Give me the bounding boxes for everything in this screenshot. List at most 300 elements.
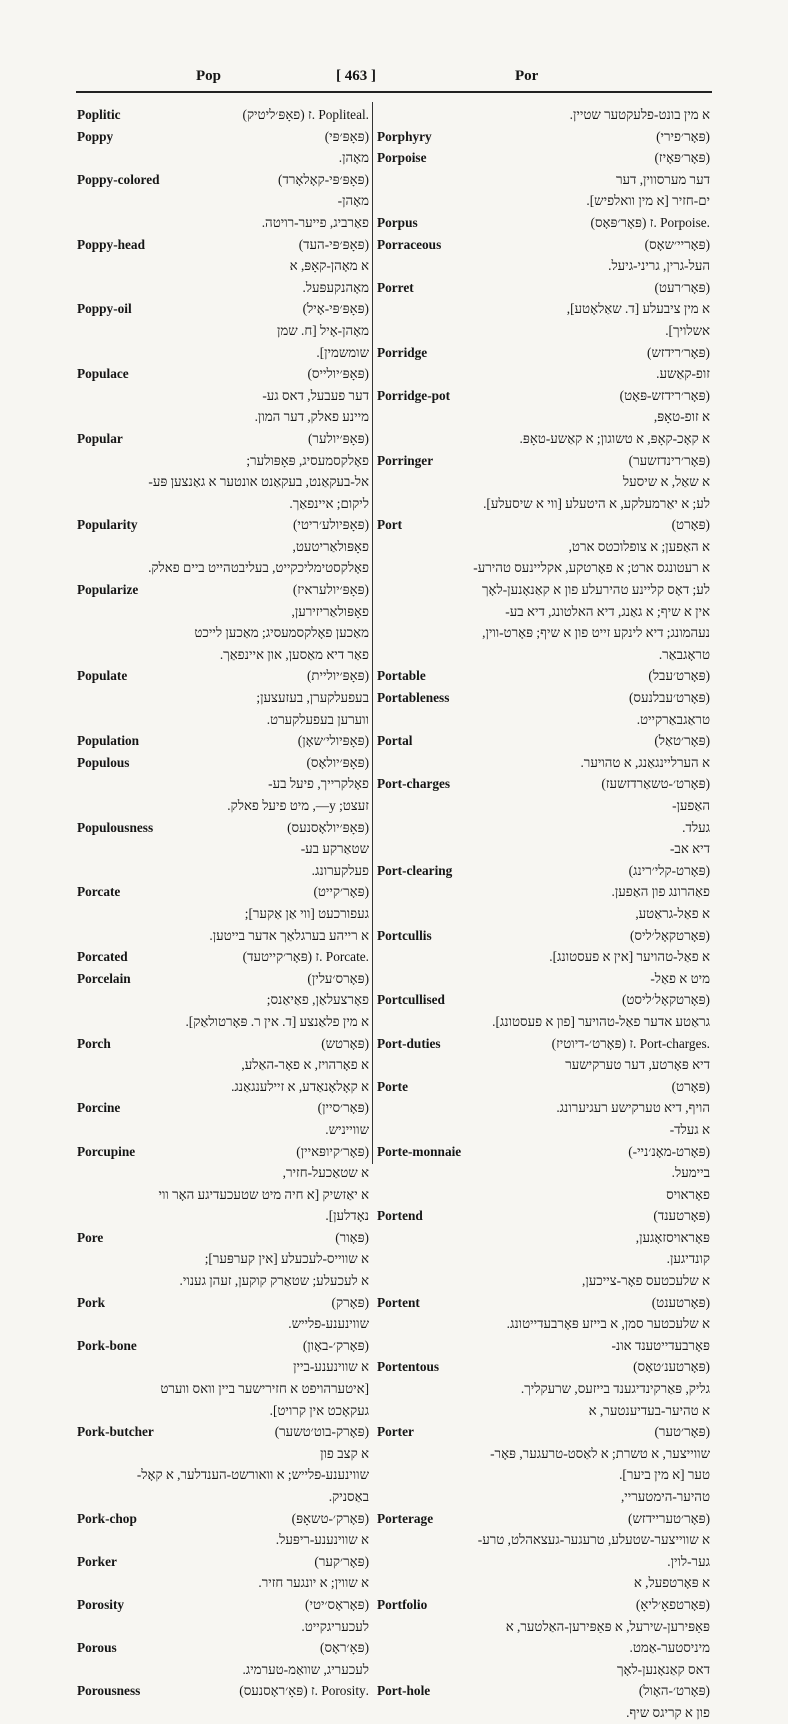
dictionary-entry [77, 1421, 369, 1507]
entry-definition-line: א שווין; א יונגער חזיר. [258, 1575, 369, 1591]
entry-headword: Poplitic [77, 107, 121, 122]
entry-first-line [77, 730, 369, 752]
entry-pronunciation: (פּאָפּ׳יולאָסנעס) [287, 819, 369, 835]
entry-definition-line: בעפעלקערן, בעזעצען; [256, 690, 369, 706]
entry-first-line [77, 1292, 369, 1314]
entry-definition-line: שומשמין]. [316, 344, 369, 360]
entry-first-line [377, 342, 710, 364]
dictionary-entry [77, 1097, 369, 1140]
entry-headword: Pore [77, 1229, 104, 1245]
dictionary-entry [377, 1659, 710, 1724]
entry-definition-line: נאָדלען]. [325, 1208, 369, 1224]
dictionary-entry [377, 773, 710, 838]
entry-first-line [77, 428, 369, 450]
entry-preceding-text: א פאַל-גראַטע, [635, 905, 710, 921]
dictionary-entry [377, 1486, 710, 1572]
entry-headword: Population [77, 733, 140, 749]
dictionary-entry [377, 1119, 710, 1184]
entry-definition-line: מיינע פאלק, דער המון. [254, 409, 369, 425]
dictionary-entry [377, 1033, 710, 1055]
entry-definition-line: זופ-קאַשע. [656, 366, 710, 382]
entry-headword: Porringer [377, 452, 434, 468]
entry-headword: Port-hole [377, 1683, 431, 1699]
entry-headword: Porter [377, 1424, 414, 1440]
dictionary-entry [377, 1184, 710, 1270]
entry-definition-line: א שווייצער-שטעלע, טרעגער-געצאהלט, טרע- [477, 1532, 710, 1548]
dictionary-entry [377, 687, 710, 730]
entry-definition-line: גראַטע אדער פאַל-טהויער [פון א פעסטונג]. [492, 1013, 710, 1029]
entry-pronunciation: (פּאָור) [335, 1229, 369, 1245]
dictionary-entry [77, 1033, 369, 1098]
entry-definition-line: מיניסטער-אַמט. [629, 1640, 710, 1656]
entry-definition-line: מאָהן. [338, 150, 369, 166]
entry-headword: Poppy-oil [77, 301, 132, 317]
entry-definition-line: מאַכען פאָלקסמעסיג; מאַכען לייכט [194, 625, 369, 641]
entry-preceding-text: טהיער-הימטעריי, [620, 1489, 710, 1504]
entry-headword: Portal [377, 733, 413, 749]
entry-definition-line: טראַגבאַרקייט. [636, 711, 710, 727]
entry-definition-line: אל-בעקאַנט, בעקאַנט אונטער א גאַנצען פּע- [148, 474, 369, 490]
entry-definition-line: לעכעריג, שוואַמ-טערמיג. [242, 1661, 369, 1677]
entry-pronunciation: (פּאָר׳רידזש-פּאָט) [619, 387, 710, 403]
entry-first-line [377, 514, 710, 536]
entry-definition-line: פאַהרונג פון האַפען. [611, 884, 710, 900]
entry-pronunciation: (פּאָרטפאָ׳ליאָ) [635, 1596, 710, 1612]
entry-first-line [377, 1141, 710, 1163]
entry-pronunciation: (פּאָרק׳-טשאָפּ) [291, 1510, 369, 1526]
entry-pronunciation: (פּאָפּ׳פּי) [324, 128, 369, 144]
entry-headword: Porterage [377, 1510, 434, 1526]
entry-first-line [377, 1421, 710, 1443]
entry-headword: Poppy [77, 128, 114, 144]
dictionary-entry [377, 1270, 710, 1335]
entry-definition-line: מאָהן- [337, 193, 369, 209]
entry-definition-line: [איטערהויפט א חזירישער ביין וואס ווערט [160, 1381, 369, 1397]
entry-definition-line: לעכעריגקייט. [301, 1618, 369, 1634]
dictionary-entry [377, 385, 710, 450]
entry-pronunciation: (פּאָר׳קיופּאיין) [296, 1143, 369, 1159]
entry-definition-line: געפורכעט [ווי אַן אַקער]; [244, 905, 369, 921]
entry-headword: Port-duties [377, 1035, 441, 1051]
entry-definition-line: שטאַרקע בע- [300, 841, 369, 857]
entry-pronunciation: (פּאָר׳רידזש) [647, 344, 710, 360]
entry-pronunciation: (פּאָרק׳-באָון) [302, 1337, 369, 1353]
entry-headword: Populace [77, 366, 129, 382]
entry-headword: Portableness [377, 690, 450, 706]
entry-first-line [377, 450, 710, 472]
entry-pronunciation: (פּאָרט) [671, 517, 710, 533]
dictionary-entry [77, 514, 369, 579]
entry-first-line [77, 1680, 369, 1702]
entry-first-line [77, 946, 369, 968]
entry-definition-line: פאָלקרייך, פיעל בע- [268, 776, 369, 792]
entry-pronunciation: (פּאָרק) [331, 1294, 369, 1310]
entry-first-line [377, 730, 710, 752]
entry-first-line [377, 277, 710, 299]
dictionary-entry [77, 234, 369, 299]
entry-definition-line: פאָפּולאַריזירען, [291, 603, 369, 619]
entry-headword: Pork-bone [77, 1337, 137, 1353]
entry-headword: Portentous [377, 1359, 440, 1375]
entry-pronunciation: (פּאָרס׳עלין) [307, 970, 369, 986]
dictionary-entry [377, 968, 710, 1033]
entry-first-line [77, 665, 369, 687]
entry-pronunciation: (פּאָרט׳-האָול) [638, 1683, 710, 1699]
entry-pronunciation: (פּאָפּ׳יולער) [307, 430, 369, 446]
entry-pronunciation: (פּאָ׳ראָס) [320, 1640, 369, 1656]
entry-first-line [377, 1594, 710, 1616]
dictionary-entry [77, 968, 369, 1033]
dictionary-entry [77, 1594, 369, 1637]
entry-definition-line: דער מערסווין, דער [615, 171, 710, 187]
entry-headword: Porte-monnaie [377, 1143, 462, 1159]
entry-definition-line: א לעכעלע; שטאַרק קוקען, זעהן גענוי. [179, 1273, 369, 1289]
entry-pronunciation: (פּאָרטענט) [651, 1294, 710, 1310]
entry-first-line [77, 514, 369, 536]
entry-first-line [377, 925, 710, 947]
entry-headword: Porridge [377, 344, 428, 360]
entry-pronunciation: .Porosity .ז (פּאָ׳ראָסנעס) [239, 1683, 369, 1699]
entry-first-line [77, 881, 369, 903]
entry-first-line [77, 1097, 369, 1119]
entry-definition-line: געקאָכט אין קרויט]. [269, 1402, 369, 1418]
entry-definition-line: אשלויך]. [665, 322, 710, 338]
dictionary-entry [77, 1637, 369, 1680]
entry-first-line [377, 989, 710, 1011]
entry-first-line [377, 665, 710, 687]
entry-definition-line: שווייניש. [325, 1121, 369, 1137]
dictionary-entry [77, 428, 369, 514]
entry-definition-line: א רייהע בערגלאַך אדער בייטען. [209, 927, 369, 943]
dictionary-entry [377, 730, 710, 773]
entry-pronunciation: (פּאָפּ׳פּי-קאָלאָרד) [278, 171, 369, 187]
entry-preceding-text: פּאָרבעדייטענד אונ- [611, 1337, 710, 1353]
entry-definition-line: גער-לוין. [667, 1553, 710, 1569]
entry-headword: Populous [77, 754, 130, 770]
entry-pronunciation: (פּאָר׳קער) [314, 1553, 369, 1569]
dictionary-entry [377, 277, 710, 342]
entry-definition-line: פאָלקסמעסיג, פּאָפּולער; [246, 452, 369, 468]
entry-headword: Pork-chop [77, 1510, 137, 1526]
dictionary-entry [377, 838, 710, 903]
entry-headword: Popularity [77, 517, 138, 533]
dictionary-entry [77, 169, 369, 234]
dictionary-entry [377, 450, 710, 515]
entry-definition-line: א יאַזשיק [א חיה מיט שטעכעדיגע האָר ווי [158, 1186, 369, 1202]
dictionary-entry [377, 234, 710, 277]
entry-pronunciation: (פּאָר׳פּאָיז) [654, 150, 710, 166]
entry-headword: Porcupine [77, 1143, 136, 1159]
entry-definition-line: פאָלקסטימליכקייט, בעליבטהייט ביים פאלק. [148, 560, 369, 576]
entry-pronunciation: (פּאָפּ׳יולאָס) [306, 754, 369, 770]
entry-first-line [77, 1033, 369, 1055]
entry-first-line [77, 1421, 369, 1443]
entry-first-line [377, 1205, 710, 1227]
entry-preceding-text: א שלעכטעס פאָר-צייכען, [582, 1273, 710, 1289]
entry-first-line [377, 1076, 710, 1098]
entry-preceding-text: א טהיער-בעדיענטער, א [588, 1402, 710, 1418]
entry-pronunciation: .Porcate .ז (פּאָר׳קייטעד) [242, 949, 369, 965]
dictionary-entry [77, 881, 369, 946]
entry-definition-line: א שטאַכעל-חזיר, [282, 1165, 369, 1181]
entry-definition-line: זעצט; y—, מיט פיעל פאלק. [227, 798, 369, 813]
dictionary-entry [77, 1227, 369, 1292]
entry-pronunciation: (פּאָר׳סיין) [317, 1100, 369, 1116]
entry-definition-line: פאַרביג, פייער-רויטה. [261, 214, 369, 230]
entry-headword: Porraceous [377, 236, 442, 252]
entry-definition-line: גליק, פּאַרקינדיגענד בייזעס, שרעקליך. [520, 1381, 710, 1397]
entry-first-line [377, 212, 710, 234]
entry-headword: Porker [77, 1553, 117, 1569]
entry-headword: Port [377, 517, 403, 533]
entry-definition-line: קונדיגען. [666, 1251, 710, 1267]
entry-headword: Porcated [77, 949, 128, 965]
entry-preceding-text: א געלד- [669, 1121, 710, 1137]
entry-pronunciation: (פּאָרט-מאָנ׳ניי-) [628, 1143, 710, 1159]
entry-definition-line: באַסניק. [328, 1489, 369, 1504]
entry-definition-line: העל-גרין, גריני-גיעל. [608, 258, 710, 274]
entry-definition-line: א מין ציבעלע [ד. שאַלאָטע], [566, 301, 710, 317]
entry-pronunciation: (פּאָרט-קלי׳רינג) [628, 862, 710, 878]
entry-definition-line: לע; דאָס קליינע טהירעלע פון א קאַנאָנען-לאָך [482, 582, 710, 598]
entry-first-line [377, 147, 710, 169]
dictionary-entry [377, 1400, 710, 1486]
entry-preceding-text: דיא אב- [669, 841, 710, 857]
dictionary-entry [377, 665, 710, 687]
entry-headword: Porret [377, 279, 414, 295]
dictionary-entry [77, 665, 369, 730]
entry-definition-line: פאָרצעלאַן, פאַיאַנס; [266, 992, 369, 1008]
entry-pronunciation: (פּאָר׳קייט) [313, 884, 369, 900]
entry-first-line [77, 1551, 369, 1573]
dictionary-entry [77, 1551, 369, 1594]
entry-pronunciation: (פּאָר׳פירי) [656, 128, 710, 144]
entry-preceding-text: א מין בונט-פלעקטער שטיין. [569, 107, 710, 122]
entry-pronunciation: (פּאָרטענד) [653, 1208, 710, 1224]
entry-headword: Pork [77, 1294, 106, 1310]
entry-first-line [377, 1292, 710, 1314]
entry-headword: Port-clearing [377, 862, 453, 878]
dictionary-entry [77, 1508, 369, 1551]
dictionary-entry [77, 1680, 369, 1702]
entry-first-line [77, 234, 369, 256]
entry-pronunciation: (פּאָרט) [671, 1078, 710, 1094]
entry-first-line [77, 1594, 369, 1616]
entry-definition-line: דער פעבעל, דאס גע- [262, 387, 369, 403]
entry-definition-line: טער [א מין ביער]. [619, 1467, 710, 1483]
entry-definition-line: א שאַל, א שיסעל [622, 474, 710, 490]
entry-definition-line: א מאָהן-קאָפּ, א [289, 258, 369, 274]
dictionary-entry [377, 1054, 710, 1119]
entry-definition-line: א שלעכטער סמן, א בייזע פּאָרבעדייטונג. [506, 1316, 710, 1332]
entry-pronunciation: (פּאָפּיולע׳ריטי) [292, 517, 369, 533]
dictionary-entry [77, 1141, 369, 1227]
entry-definition-line: נעהמונג; דיא לינקע זייט פון א שיף; פּאָרט-ווין, [482, 625, 710, 641]
entry-headword: Porpoise [377, 150, 427, 166]
dictionary-entry [377, 903, 710, 968]
entry-definition-line: א קאָכ-קאָפּ, א טשוגון; א קאַשע-טאָפּ. [519, 430, 710, 446]
entry-pronunciation: (פּאָרק-בוט׳טשער) [274, 1424, 369, 1440]
entry-definition-line: פון א קריגס שיף. [626, 1704, 710, 1720]
entry-definition-line: מאָהנקעפּעל. [302, 279, 369, 295]
entry-first-line [77, 817, 369, 839]
entry-definition-line: מאָהן-אָיל [ח. שמן [277, 322, 369, 338]
entry-headword: Porphyry [377, 128, 432, 144]
entry-first-line [377, 1033, 710, 1055]
entry-first-line [377, 860, 710, 882]
entry-definition-line: א האַפען; א צופלוכטס ארט, [568, 538, 710, 554]
entry-pronunciation: (פּאָפּ׳פּי-העד) [298, 236, 369, 252]
entry-pronunciation: (פּאָפּ׳יולייס) [307, 366, 369, 382]
entry-pronunciation: .Porpoise .ז (פּאָר׳פּאָס) [590, 214, 710, 230]
entry-first-line [77, 1508, 369, 1530]
entry-headword: Porous [77, 1640, 117, 1656]
dictionary-entry [377, 1572, 710, 1658]
entry-definition-line: א הערליינגאַנג, א טהויער. [580, 754, 710, 770]
dictionary-entry [377, 104, 710, 212]
entry-headword: Pork-butcher [77, 1424, 154, 1440]
entry-pronunciation: (פּאָר׳טאַל) [654, 733, 710, 749]
entry-first-line [377, 234, 710, 256]
entry-first-line [77, 1141, 369, 1163]
entry-headword: Populousness [77, 819, 154, 835]
entry-first-line [77, 126, 369, 148]
entry-headword: Poppy-colored [77, 171, 160, 187]
entry-first-line [77, 1227, 369, 1249]
entry-definition-line: א פאָרהויז, א פאָר-האַלע, [241, 1057, 369, 1073]
entry-first-line [377, 1508, 710, 1530]
entry-headword: Populate [77, 668, 128, 684]
dictionary-entry [377, 1335, 710, 1400]
entry-pronunciation: (פּאָפּ׳פּי-אָיל) [302, 301, 369, 317]
entry-preceding-text: מיט א פאַל- [650, 970, 710, 986]
entry-definition-line: אין א שיף; א גאַנג, דיא האלטונג, דיא בע- [505, 603, 710, 619]
entry-definition-line: פּאָראויסזאָגען, [635, 1229, 710, 1245]
entry-pronunciation: (פּאָר׳טעריידזש) [628, 1510, 710, 1526]
header-right-guideword: Por [515, 68, 539, 84]
dictionary-entry [77, 817, 369, 882]
entry-pronunciation: (פּאָרט׳-טשאַרדזשעז) [601, 776, 710, 792]
entry-pronunciation: (פּאָראָס׳יטי) [305, 1596, 369, 1612]
dictionary-entry [77, 1292, 369, 1335]
entry-first-line [77, 752, 369, 774]
entry-pronunciation: (פּאָר׳רינדזשער) [628, 452, 710, 468]
entry-pronunciation: .Port-charges .ז (פּאָרט׳-דיוטיז) [551, 1035, 710, 1051]
page-number: [ 463 ] [336, 68, 376, 84]
entry-definition-line: טראָגבאַר. [658, 646, 710, 662]
entry-definition-line: שווינענע-פלייש. [288, 1316, 369, 1332]
entry-definition-line: ביימעל. [671, 1165, 710, 1181]
dictionary-entry [77, 752, 369, 817]
dictionary-entry [377, 212, 710, 234]
entry-pronunciation: (פּאָפּיולי׳שאָן) [297, 733, 369, 749]
entry-pronunciation: (פּאָפּ׳יוליית) [306, 668, 369, 684]
dictionary-entry [377, 342, 710, 385]
entry-definition-line: שווייצער, א טשרת; א לאַסט-טרעגער, פּאָר- [490, 1445, 710, 1461]
right-column [377, 104, 710, 1724]
entry-definition-line: הויף, דיא טערקישע רעגיערונג. [556, 1100, 710, 1116]
entry-pronunciation: (פּאָרטקאָל׳ליסט) [621, 992, 710, 1008]
entry-headword: Porcelain [77, 970, 131, 986]
entry-headword: Porpus [377, 214, 418, 230]
entry-definition-line: האַפען- [672, 798, 710, 813]
entry-headword: Portable [377, 668, 426, 684]
entry-headword: Portend [377, 1208, 423, 1224]
header-left-guideword: Pop [196, 68, 222, 84]
entry-headword: Porte [377, 1078, 409, 1094]
entry-first-line [77, 104, 369, 126]
entry-headword: Portent [377, 1294, 420, 1310]
entry-pronunciation: (פּאָרט׳עבלנעס) [628, 690, 710, 706]
dictionary-entry [77, 104, 369, 126]
dictionary-entry [77, 363, 369, 428]
entry-preceding-text: דיא פּאָרטע, דער טערקישער [565, 1057, 710, 1073]
dictionary-entry [377, 514, 710, 665]
entry-first-line [77, 1637, 369, 1659]
entry-definition-line: א קצב פון [320, 1445, 369, 1461]
entry-headword: Portcullised [377, 992, 445, 1008]
entry-pronunciation: (פּאָפּ׳יולעראיז) [292, 582, 369, 598]
entry-pronunciation: (פּאָרטקאָל׳ליס) [629, 927, 710, 943]
entry-pronunciation: (פּאָרט׳עבל) [648, 668, 710, 684]
entry-first-line [377, 687, 710, 709]
entry-definition-line: פאָפּולאַריטעט, [292, 538, 369, 554]
entry-preceding-text: א פּאָרטפעל, א [633, 1575, 710, 1591]
entry-headword: Poppy-head [77, 236, 145, 252]
entry-definition-line: פעלקערונג. [311, 862, 369, 878]
entry-headword: Port-charges [377, 776, 451, 792]
entry-preceding-text: פאָראויס [666, 1186, 710, 1202]
entry-definition-line: פאַר דיא מאַסען, און איינפאַך. [219, 646, 369, 662]
entry-definition-line: לע; א יאַרמעלקע, א היטעלע [ווי א שיסעלע]. [483, 495, 710, 511]
entry-pronunciation: (פּאָר׳טער) [654, 1424, 710, 1440]
entry-definition-line: פּאַפּירען-שירעל, א פּאַפּירען-האַלטער, א [505, 1618, 710, 1634]
entry-definition-line: א זופ-טאָפּ, [653, 409, 710, 425]
entry-headword: Porousness [77, 1683, 141, 1699]
entry-first-line [377, 1680, 710, 1702]
entry-definition-line: שווינענע-פלייש; א וואורשט-הענדלער, א קאָל- [136, 1467, 369, 1483]
entry-headword: Popular [77, 430, 123, 446]
entry-pronunciation: .Popliteal .ז (פאָפּ׳ליטיק) [242, 107, 369, 122]
entry-pronunciation: (פּאָר׳רעט) [654, 279, 710, 295]
dictionary-entry [77, 946, 369, 968]
entry-definition-line: א קאָלאָנאַדע, א זיילענגאַנג. [231, 1078, 369, 1094]
entry-first-line [377, 1356, 710, 1378]
entry-definition-line: ליקום; איינפאַך. [289, 495, 369, 511]
entry-first-line [77, 968, 369, 990]
dictionary-entry [77, 126, 369, 169]
entry-first-line [377, 773, 710, 795]
entry-first-line [77, 1335, 369, 1357]
header-rule [76, 91, 712, 93]
entry-headword: Portfolio [377, 1596, 428, 1612]
column-divider [372, 102, 373, 1164]
left-column [77, 104, 369, 1702]
entry-preceding-text: דאס קאַנאָנען-לאָך [616, 1661, 710, 1677]
entry-headword: Porcine [77, 1100, 121, 1116]
entry-first-line [77, 363, 369, 385]
page-header [78, 64, 710, 90]
entry-first-line [77, 169, 369, 191]
entry-definition-line: א שווייס-לעכעלע [אין קערפּער]; [204, 1251, 369, 1267]
entry-definition-line: א רעטונגס ארט; א פאָרטקע, אקליינעס טהירע- [473, 560, 710, 576]
entry-first-line [77, 298, 369, 320]
dictionary-entry [77, 579, 369, 665]
entry-definition-line: ים-חזיר [א מין וואלפיש]. [586, 193, 710, 209]
entry-first-line [377, 126, 710, 148]
entry-definition-line: א מין פלאַנצע [ד. אין ר. פּאָרטולאַק]. [185, 1013, 369, 1029]
entry-pronunciation: (פּאָרטש) [321, 1035, 369, 1051]
